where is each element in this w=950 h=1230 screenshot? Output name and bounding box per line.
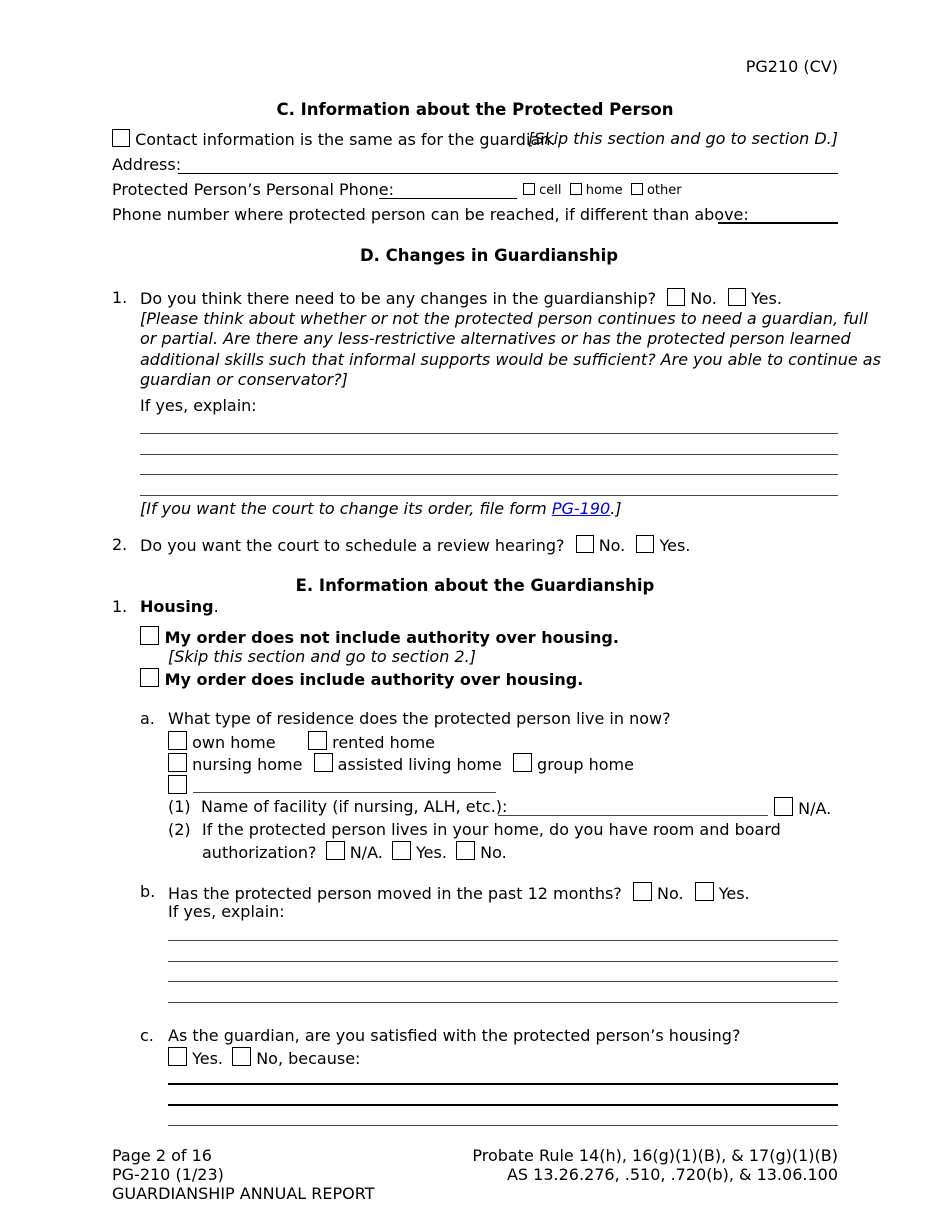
sub2-line-1: If the protected person lives in your home, do you have room and board: [202, 820, 781, 839]
moved-explain-line-1[interactable]: [168, 940, 838, 941]
e-item1-number: 1.: [112, 597, 128, 616]
section-d-title: D. Changes in Guardianship: [359, 246, 619, 265]
other-checkbox[interactable]: [631, 183, 643, 195]
sub1-na-option: [774, 797, 831, 818]
e-b-explain-label: If yes, explain:: [168, 902, 285, 921]
e-c-letter: c.: [140, 1026, 154, 1045]
d-q1-explain-line-1[interactable]: [140, 433, 838, 434]
d-q1-question: Do you think there need to be any changes in the guardianship?: [140, 289, 657, 308]
other-residence-field[interactable]: [193, 792, 496, 793]
same-contact-note: [Skip this section and go to section D.]: [527, 129, 838, 148]
room-board-yes-label: Yes.: [416, 843, 447, 862]
d-q1-yes-label: Yes.: [751, 289, 782, 308]
same-contact-row: [112, 129, 555, 149]
e-b-question: Has the protected person moved in the past 12 months?: [168, 884, 622, 903]
satisfied-explain-line-3[interactable]: [168, 1125, 838, 1126]
has-authority-label: My order does include authority over housing.: [164, 670, 584, 689]
e-c-options: [168, 1047, 360, 1068]
no-authority-label: My order does not include authority over housing.: [164, 628, 619, 647]
sub1-number: (1): [168, 797, 191, 816]
court-note-suffix: .]: [610, 499, 622, 518]
nursing-home-label: nursing home: [192, 755, 303, 774]
sub2-line-2: authorization?: [202, 843, 317, 862]
d-q2-no-label: No.: [598, 536, 626, 555]
facility-name-field[interactable]: [498, 815, 768, 816]
assisted-living-checkbox[interactable]: [314, 753, 333, 772]
same-contact-label: Contact information is the same as for the guardian.: [135, 130, 556, 149]
cell-label: cell: [539, 183, 562, 198]
residence-row-2: [168, 753, 634, 774]
own-home-checkbox[interactable]: [168, 731, 187, 750]
room-board-no-checkbox[interactable]: [456, 841, 475, 860]
form-code: PG210 (CV): [745, 57, 838, 76]
d-q1-explain-label: If yes, explain:: [140, 396, 257, 415]
footer-page: Page 2 of 16: [112, 1146, 212, 1165]
e-item1-heading: [140, 597, 219, 616]
room-board-no-label: No.: [480, 843, 507, 862]
home-label: home: [585, 183, 623, 198]
e-a-question: What type of residence does the protected person live in now?: [168, 709, 671, 728]
same-contact-checkbox[interactable]: [112, 129, 130, 147]
other-label: other: [646, 183, 682, 198]
d-q2-number: 2.: [112, 535, 128, 554]
d-q1-note-line-3: additional skills such that informal supports would be sufficient? Are you able to continue as: [140, 350, 881, 369]
d-q1-note-line-2: or partial. Are there any less-restrictive alternatives or has the protected person learned: [140, 329, 851, 348]
d-q1-note-line-1: [Please think about whether or not the protected person continues to need a guardian, full: [140, 309, 868, 328]
has-authority-row: [140, 668, 583, 689]
d-q1-row: [140, 288, 782, 308]
moved-no-checkbox[interactable]: [633, 882, 652, 901]
cell-checkbox[interactable]: [523, 183, 535, 195]
sub1-label: Name of facility (if nursing, ALH, etc.):: [201, 797, 508, 816]
section-e-title: E. Information about the Guardianship: [295, 576, 655, 595]
d-q1-yes-checkbox[interactable]: [728, 288, 746, 306]
moved-yes-checkbox[interactable]: [695, 882, 714, 901]
d-q2-row: [140, 535, 690, 555]
satisfied-yes-label: Yes.: [192, 1049, 224, 1068]
d-q2-yes-label: Yes.: [659, 536, 691, 555]
footer-form-rev: PG-210 (1/23): [112, 1165, 224, 1184]
e-a-letter: a.: [140, 709, 155, 728]
facility-na-checkbox[interactable]: [774, 797, 793, 816]
moved-explain-line-2[interactable]: [168, 961, 838, 962]
housing-title: Housing: [140, 597, 214, 616]
group-home-label: group home: [537, 755, 634, 774]
rented-home-label: rented home: [332, 733, 436, 752]
phone-type-options: [523, 183, 682, 198]
moved-yes-label: Yes.: [718, 884, 750, 903]
sub2-number: (2): [168, 820, 191, 839]
housing-title-period: .: [213, 597, 219, 616]
other-residence-checkbox[interactable]: [168, 775, 187, 794]
phone-label: Protected Person’s Personal Phone:: [112, 180, 394, 199]
nursing-home-checkbox[interactable]: [168, 753, 187, 772]
no-authority-row: [140, 626, 619, 647]
room-board-na-label: N/A.: [349, 843, 383, 862]
footer-rule-line-2: AS 13.26.276, .510, .720(b), & 13.06.100: [506, 1165, 838, 1184]
footer-form-name: GUARDIANSHIP ANNUAL REPORT: [112, 1184, 375, 1203]
satisfied-explain-line-2[interactable]: [168, 1104, 838, 1106]
assisted-living-label: assisted living home: [337, 755, 502, 774]
home-checkbox[interactable]: [570, 183, 582, 195]
d-q2-yes-checkbox[interactable]: [636, 535, 654, 553]
e-b-row: [168, 882, 750, 903]
room-board-yes-checkbox[interactable]: [392, 841, 411, 860]
d-q1-explain-line-4[interactable]: [140, 495, 838, 496]
moved-no-label: No.: [656, 884, 684, 903]
alt-phone-field[interactable]: [718, 222, 838, 224]
d-q1-court-note: [140, 499, 622, 518]
satisfied-yes-checkbox[interactable]: [168, 1047, 187, 1066]
moved-explain-line-3[interactable]: [168, 981, 838, 982]
alt-phone-label: Phone number where protected person can be reached, if different than above:: [112, 205, 749, 224]
no-authority-checkbox[interactable]: [140, 626, 159, 645]
d-q2-question: Do you want the court to schedule a review hearing?: [140, 536, 565, 555]
has-authority-checkbox[interactable]: [140, 668, 159, 687]
group-home-checkbox[interactable]: [513, 753, 532, 772]
satisfied-no-label: No, because:: [256, 1049, 361, 1068]
court-note-prefix: [If you want the court to change its order, file form: [140, 499, 552, 518]
satisfied-explain-line-1[interactable]: [168, 1083, 838, 1085]
facility-na-label: N/A.: [798, 799, 832, 818]
residence-rented: [308, 731, 435, 752]
residence-other-row: [168, 775, 187, 796]
own-home-label: own home: [192, 733, 276, 752]
pg-190-link[interactable]: PG-190: [551, 499, 611, 518]
phone-field[interactable]: [379, 198, 517, 199]
d-q1-explain-line-2[interactable]: [140, 454, 838, 455]
e-c-question: As the guardian, are you satisfied with the protected person’s housing?: [168, 1026, 741, 1045]
moved-explain-line-4[interactable]: [168, 1002, 838, 1003]
sub2-row: [202, 841, 507, 862]
room-board-na-checkbox[interactable]: [326, 841, 345, 860]
section-c-title: C. Information about the Protected Person: [276, 100, 674, 119]
d-q1-number: 1.: [112, 288, 128, 307]
rented-home-checkbox[interactable]: [308, 731, 327, 750]
address-label: Address:: [112, 155, 182, 174]
e-b-letter: b.: [140, 882, 156, 901]
address-field[interactable]: [178, 173, 838, 174]
d-q1-note-line-4: guardian or conservator?]: [140, 370, 348, 389]
satisfied-no-checkbox[interactable]: [232, 1047, 251, 1066]
d-q1-explain-line-3[interactable]: [140, 474, 838, 475]
residence-row-1: [168, 731, 276, 752]
skip-note: [Skip this section and go to section 2.]: [168, 647, 476, 666]
d-q2-no-checkbox[interactable]: [576, 535, 594, 553]
footer-rule-line-1: Probate Rule 14(h), 16(g)(1)(B), & 17(g)(1)(B): [472, 1146, 838, 1165]
d-q1-no-checkbox[interactable]: [667, 288, 685, 306]
d-q1-no-label: No.: [690, 289, 717, 308]
